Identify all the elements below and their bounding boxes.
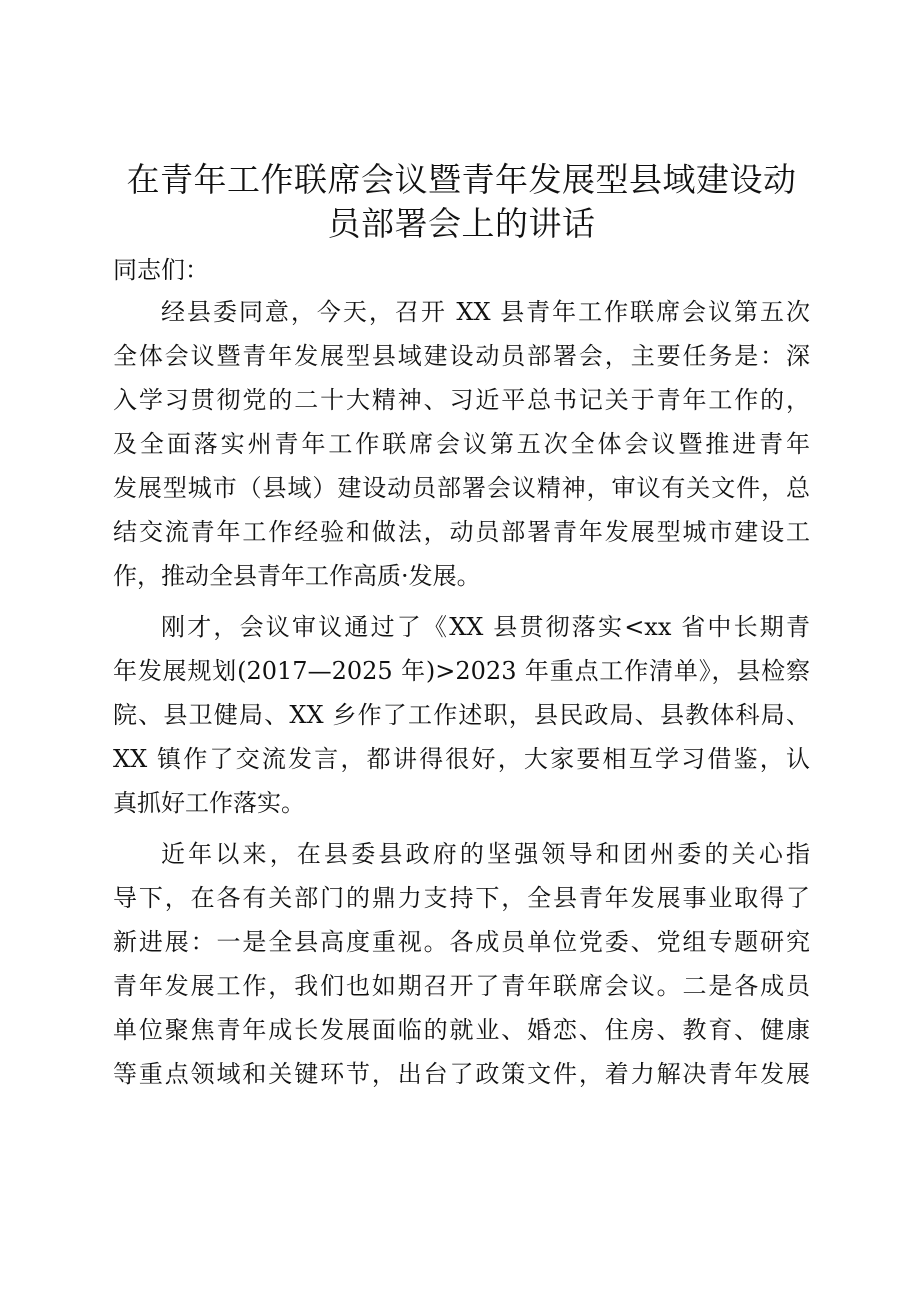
- text-line: 全体会议暨青年发展型县域建设动员部署会，主要任务是：深: [113, 342, 810, 370]
- text-line: 入学习贯彻党的二十大精神、习近平总书记关于青年工作的，: [113, 386, 810, 414]
- document-title: [113, 158, 810, 246]
- text-line: 近年以来，在县委县政府的坚强领导和团州委的关心指: [161, 840, 810, 868]
- text-line: XX 镇作了交流发言，都讲得很好，大家要相互学习借鉴，认: [113, 745, 810, 773]
- text-line: 发展型城市（县域）建设动员部署会议精神，审议有关文件，总: [113, 474, 810, 502]
- document-page: [113, 158, 810, 1103]
- text-line: 结交流青年工作经验和做法，动员部署青年发展型城市建设工: [113, 518, 810, 546]
- text-line: 等重点领域和关键环节，出台了政策文件，着力解决青年发展: [113, 1060, 810, 1088]
- title-line: 员部署会上的讲话: [327, 204, 596, 243]
- paragraph-opening: [113, 290, 810, 598]
- text-line: 院、县卫健局、XX 乡作了工作述职，县民政局、县教体科局、: [113, 701, 810, 729]
- title-line: 在青年工作联席会议暨青年发展型县域建设动: [126, 160, 797, 199]
- text-line: 年发展规划(2017—2025 年)>2023 年重点工作清单》，县检察: [113, 657, 810, 685]
- paragraph-progress: [113, 832, 810, 1096]
- text-line: 新进展：一是全县高度重视。各成员单位党委、党组专题研究: [113, 928, 810, 956]
- text-line: 导下，在各有关部门的鼎力支持下，全县青年发展事业取得了: [113, 884, 810, 912]
- paragraph-review: [113, 605, 810, 825]
- salutation: 同志们：: [113, 256, 209, 284]
- text-line: 及全面落实州青年工作联席会议第五次全体会议暨推进青年: [113, 430, 810, 458]
- text-line: 经县委同意，今天，召开 XX 县青年工作联席会议第五次: [161, 298, 810, 326]
- text-line: 单位聚焦青年成长发展面临的就业、婚恋、住房、教育、健康: [113, 1016, 810, 1044]
- text-line: 真抓好工作落实。: [113, 789, 305, 817]
- text-line: 刚才，会议审议通过了《XX 县贯彻落实<xx 省中长期青: [161, 613, 810, 641]
- text-line: 青年发展工作，我们也如期召开了青年联席会议。二是各成员: [113, 972, 810, 1000]
- text-line: 作，推动全县青年工作高质·发展。: [113, 562, 481, 590]
